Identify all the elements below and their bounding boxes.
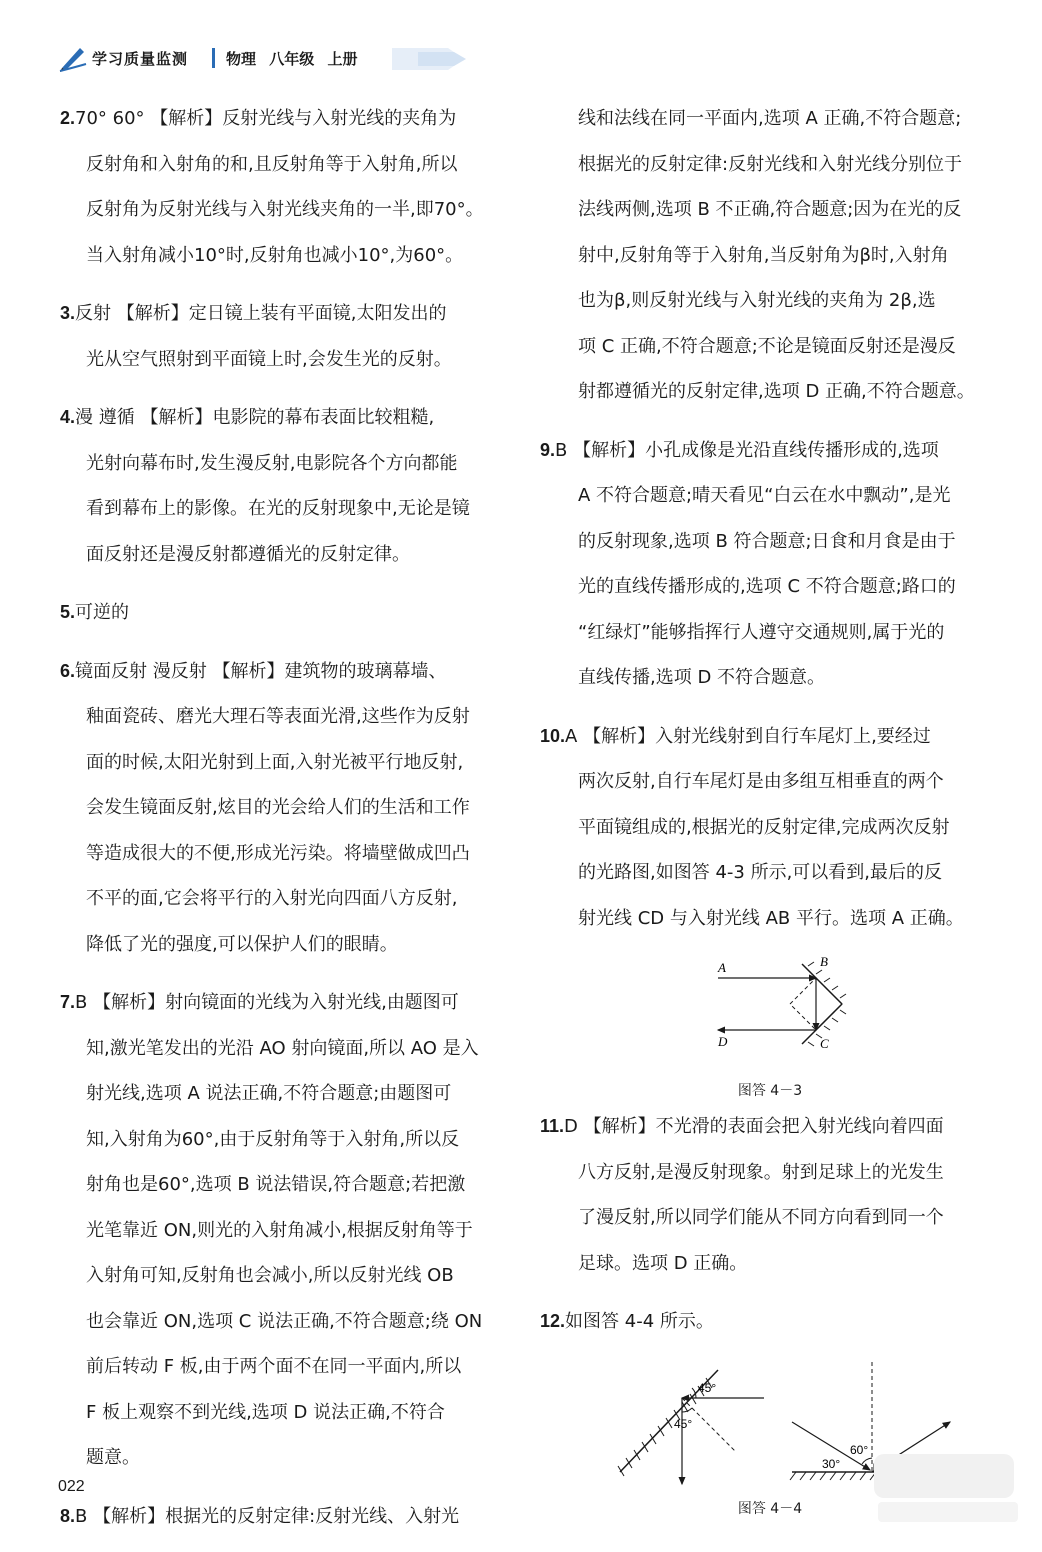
reflector-light-path-diagram [540, 954, 1000, 1072]
angle-label-30: 30° [822, 1456, 841, 1471]
answer-9: 9.B 【解析】小孔成像是光沿直线传播形成的,选项 A 不符合题意;晴天看见“白云在水中飘动”,是光 的反射现象,选项 B 符合题意;日食和月食是由于 光的直线传播形成的,选项 C 不符合题意;路口的 “红绿灯”能够指挥行人遵守交通规则,属于光的 直线传播,选项 D 不符合题意。 [540, 439, 956, 688]
header-divider [212, 48, 215, 68]
answer-number: 5. [60, 602, 76, 622]
answer-number: 8. [60, 1505, 76, 1526]
watermark-logo [868, 1448, 1028, 1528]
pen-icon [58, 42, 88, 72]
book-series-title: 学习质量监测 [92, 50, 189, 68]
answer-number: 6. [60, 660, 76, 681]
answer-3: 3.反射 【解析】定日镜上装有平面镜,太阳发出的 光从空气照射到平面镜上时,会发生光的反射。 [60, 303, 452, 370]
answer-5: 5.可逆的 [60, 602, 130, 623]
angle-label-45-top: 45° [698, 1380, 717, 1395]
answer-8-continued: 线和法线在同一平面内,选项 A 正确,不符合题意; 根据光的反射定律:反射光线和入射光线分别位于 法线两侧,选项 B 不正确,符合题意;因为在光的反 射中,反射角等于入射角,当反射角为β时,入射角 也为β,则反射光线与入射光线的夹角为 2β,选 项 C 正确,不符合题意;不论是镜面反射还是漫反 射都遵循光的反射定律,选项 D 正确,不符合题意。 [578, 108, 975, 402]
answer-number: 9. [540, 439, 556, 460]
label-A: A [718, 960, 726, 975]
arrow-decoration-icon [388, 42, 478, 76]
right-column [540, 96, 1000, 1517]
label-C: C [820, 1036, 829, 1051]
answer-7: 7.B 【解析】射向镜面的光线为入射光线,由题图可 知,激光笔发出的光沿 AO 射向镜面,所以 AO 是入 射光线,选项 A 说法正确,不符合题意;由题图可 知,入射角为60°,由于反射角等于入射角,所以反 射角也是60°,选项 B 说法错误,符合题意;若把激 光笔靠近 ON,则光的入射角减小,根据反射角等于 入射角可知,反射角也会减小,所以反射光线 OB 也会靠近 ON,选项 C 说法正确,不符合题意;绕 ON 前后转动 F 板,由于两个面不在同一平面内,所以 F 板上观察不到光线,选项 D 说法正确,不符合 题意。 [60, 992, 483, 1468]
answer-number: 7. [60, 992, 76, 1012]
label-D: D [718, 1034, 728, 1049]
answer-number: 2. [60, 108, 76, 128]
angle-label-45-bottom: 45° [674, 1416, 693, 1431]
answer-12: 12.如图答 4-4 所示。 [540, 1311, 714, 1332]
figure-caption: 图答 4－4 [737, 1500, 803, 1517]
answer-2: 2.70° 60° 【解析】反射光线与入射光线的夹角为 反射角和入射角的和,且反射角等于入射角,所以 反射角为反射光线与入射光线夹角的一半,即70°。 当入射角减小10°时,反射角也减小10°,为60°。 [60, 108, 484, 266]
book-subject-grade: 物理 八年级 上册 [226, 50, 358, 68]
figure-4-3 [540, 954, 1000, 1104]
answer-number: 4. [60, 407, 76, 427]
page-number: 022 [58, 1478, 85, 1495]
answer-number: 11. [540, 1116, 565, 1136]
page-header [58, 38, 478, 78]
answer-10: 10.A 【解析】入射光线射到自行车尾灯上,要经过 两次反射,自行车尾灯是由多组互相垂直的两个 平面镜组成的,根据光的反射定律,完成两次反射 的光路图,如图答 4-3 所示,可以看到,最后的反 射光线 CD 与入射光线 AB 平行。选项 A 正确。 [540, 725, 964, 929]
figure-caption: 图答 4－3 [737, 1083, 803, 1099]
answer-6: 6.镜面反射 漫反射 【解析】建筑物的玻璃幕墙、 釉面瓷砖、磨光大理石等表面光滑,这些作为反射 面的时候,太阳光射到上面,入射光被平行地反射, 会发生镜面反射,炫目的光会给人们的生活和工作 等造成很大的不便,形成光污染。将墙壁做成凹凸 不平的面,它会将平行的入射光向四面八方反射, 降低了光的强度,可以保护人们的眼睛。 [60, 660, 470, 955]
answer-8: 8.B 【解析】根据光的反射定律:反射光线、入射光 [60, 1505, 460, 1527]
answer-number: 3. [60, 303, 76, 323]
answer-number: 10. [540, 725, 566, 746]
answer-11: 11.D 【解析】不光滑的表面会把入射光线向着四面 八方反射,是漫反射现象。射到足球上的光发生 了漫反射,所以同学们能从不同方向看到同一个 足球。选项 D 正确。 [540, 1116, 944, 1274]
left-column [60, 96, 520, 1552]
answer-4: 4.漫 遵循 【解析】电影院的幕布表面比较粗糙, 光射向幕布时,发生漫反射,电影院各个方向都能 看到幕布上的影像。在光的反射现象中,无论是镜 面反射还是漫反射都遵循光的反射定律。 [60, 407, 470, 565]
answer-number: 12. [540, 1311, 566, 1331]
label-B: B [820, 954, 828, 969]
angle-label-60: 60° [850, 1442, 869, 1457]
